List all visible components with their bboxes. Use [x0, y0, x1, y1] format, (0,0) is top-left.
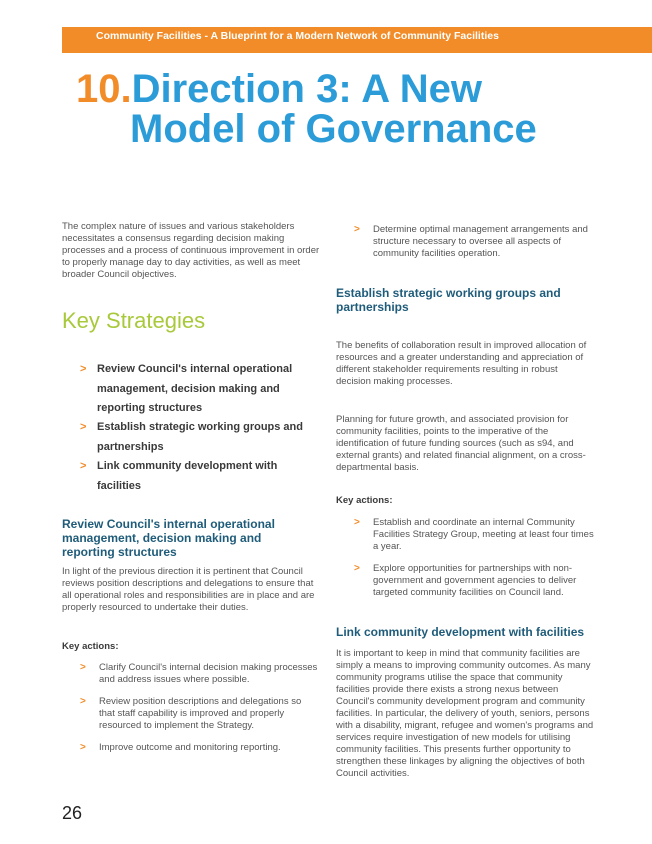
action-item [80, 742, 318, 754]
strategy-item [80, 360, 320, 419]
chevron-right-icon: > [80, 742, 86, 753]
section-body-establish-2: Planning for future growth, and associated provision for community facilities, points to the imperative of the identification of future funding sources (such as s94, and external grants) and related financial alignment, on a cross-departmental basis. [336, 414, 586, 473]
action-item [354, 517, 594, 553]
section-body-establish-1: The benefits of collaboration result in improved allocation of resources and a greater understanding and appreciation of different stakeholder requirements resulting in robust decision making processes. [336, 340, 587, 387]
chevron-right-icon: > [80, 421, 87, 433]
section-body-review: In light of the previous direction it is pertinent that Council reviews position descriptions and delegations to ensure that all operational roles and responsibilities are in place and are properly resourced to undertake their duties. [62, 566, 315, 613]
action-item [80, 662, 318, 686]
action-item [80, 696, 318, 732]
action-text: Explore opportunities for partnerships with non-government and government agencies to deliver targeted community facilities on Council land. [373, 563, 577, 598]
title-line-1: Direction 3: A New [131, 67, 483, 111]
header-banner [62, 27, 652, 53]
page-number: 26 [62, 803, 83, 823]
action-item [354, 224, 594, 260]
banner-text: Community Facilities - A Blueprint for a Modern Network of Community Facilities [96, 30, 499, 42]
action-item [354, 563, 594, 599]
title-line-2: Model of Governance [130, 107, 537, 151]
page-title [76, 69, 537, 149]
key-strategies-heading: Key Strategies [62, 308, 206, 333]
action-text: Establish and coordinate an internal Community Facilities Strategy Group, meeting at least four times a year. [373, 517, 594, 552]
chevron-right-icon: > [80, 662, 86, 673]
action-text: Improve outcome and monitoring reporting. [99, 742, 281, 753]
strategy-text: Review Council's internal operational management, decision making and reporting structures [97, 363, 293, 414]
section-heading-establish: Establish strategic working groups and partnerships [336, 286, 561, 314]
action-text: Clarify Council's internal decision making processes and address issues where possible. [99, 662, 318, 685]
action-text: Determine optimal management arrangements and structure necessary to oversee all aspects of community facilities operation. [373, 224, 588, 259]
section-body-link: It is important to keep in mind that community facilities are simply a means to improving community outcomes. As many community programs utilise the space that community facilities provide there exists a strong nexus between Council's community development program and community facilities. In particular, the delivery of youth, seniors, persons with a disability, migrant, refugee and women's programs and services require investigation of new models for utilising community facilities. This presents further opportunity to strengthen these linkages by aligning the objectives of both Council activities. [336, 648, 594, 779]
chapter-number: 10. [76, 67, 132, 111]
action-text: Review position descriptions and delegations so that staff capability is improved and properly resourced to implement the Strategy. [99, 696, 302, 731]
strategy-item [80, 418, 320, 457]
key-actions-label: Key actions: [336, 495, 393, 506]
strategy-text: Establish strategic working groups and partnerships [97, 421, 303, 453]
strategy-item [80, 457, 320, 496]
key-actions-label: Key actions: [62, 641, 119, 652]
chevron-right-icon: > [80, 696, 86, 707]
chevron-right-icon: > [80, 363, 87, 375]
chevron-right-icon: > [354, 224, 360, 235]
section-heading-link: Link community development with facilities [336, 625, 585, 639]
strategy-text: Link community development with facilities [97, 460, 278, 492]
chevron-right-icon: > [354, 517, 360, 528]
intro-paragraph: The complex nature of issues and various stakeholders necessitates a consensus regarding decision making processes and a process of continuous improvement in order to properly manage day to day activities, as well as meet broader Council objectives. [62, 221, 320, 280]
section-heading-review: Review Council's internal operational management, decision making and reporting structures [62, 517, 275, 559]
chevron-right-icon: > [80, 460, 87, 472]
chevron-right-icon: > [354, 563, 360, 574]
